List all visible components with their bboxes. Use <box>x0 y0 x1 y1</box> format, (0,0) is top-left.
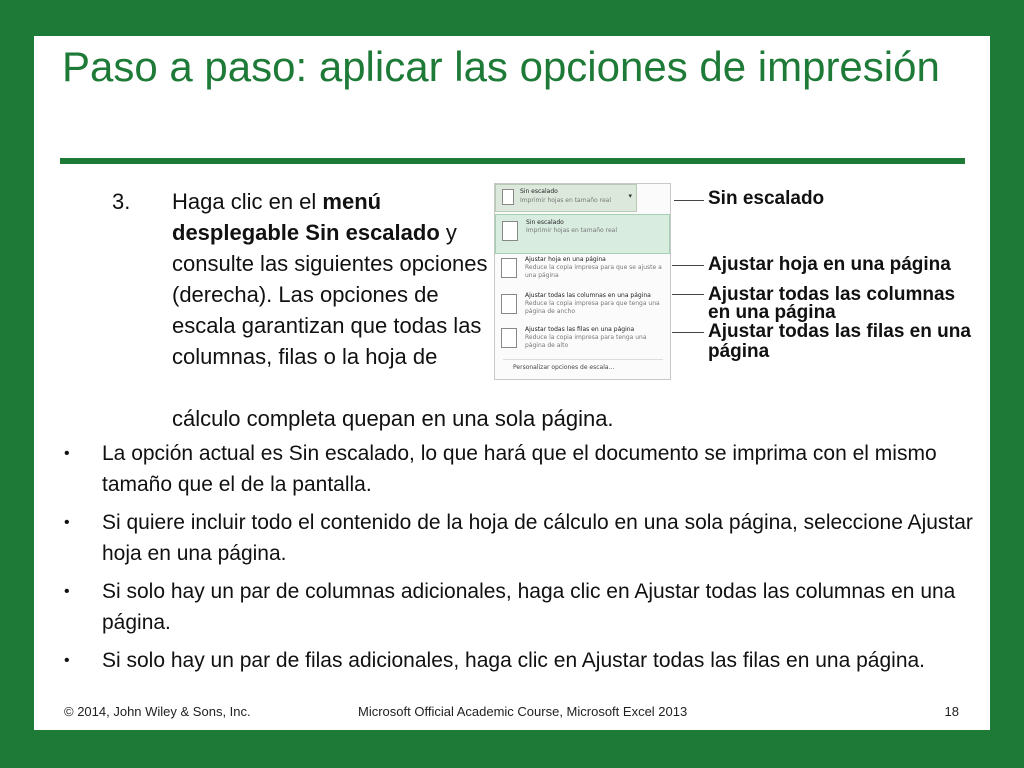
bullet-text: Si solo hay un par de columnas adicionales, haga clic en Ajustar todas las columnas en una página. <box>102 580 956 634</box>
bullet-list <box>64 438 974 683</box>
list-item <box>64 438 974 500</box>
dropdown-item-desc: Reduce la copia impresa para que se ajuste a una página <box>525 264 662 279</box>
list-item <box>64 645 974 676</box>
dropdown-item-title: Ajustar todas las columnas en una página <box>525 292 651 299</box>
dropdown-item-fit-rows <box>495 322 670 362</box>
bullet-text: La opción actual es Sin escalado, lo que hará que el documento se imprima con el mismo tamaño que el de la pantalla. <box>102 442 937 496</box>
dropdown-header-desc: Imprimir hojas en tamaño real <box>520 197 611 204</box>
dropdown-item-no-scaling <box>495 214 670 254</box>
dropdown-item-desc: Reduce la copia impresa para que tenga una página de ancho <box>525 300 660 315</box>
callout-fit-columns-2: en una página <box>708 302 836 323</box>
dropdown-item-desc: Imprimir hojas en tamaño real <box>526 227 617 234</box>
fit-columns-icon <box>501 294 517 314</box>
list-item <box>64 576 974 638</box>
slide <box>34 36 990 730</box>
page-number: 18 <box>944 704 959 719</box>
bullet-text: Si solo hay un par de filas adicionales, haga clic en Ajustar todas las filas en una página. <box>102 649 926 672</box>
step-text-1: Haga clic en el <box>172 189 323 214</box>
step-text <box>172 186 492 372</box>
bullet-text: Si quiere incluir todo el contenido de la hoja de cálculo en una sola página, seleccione Ajustar hoja en una página. <box>102 511 973 565</box>
step-tail: cálculo completa quepan en una sola página. <box>172 406 614 431</box>
dropdown-item-fit-sheet <box>495 252 670 292</box>
callout-fit-rows-1: Ajustar todas las filas en una <box>708 321 971 342</box>
callout-leader <box>672 265 704 266</box>
callout-fit-columns-1: Ajustar todas las columnas <box>708 284 956 305</box>
callout-no-scaling: Sin escalado <box>708 188 825 209</box>
slide-title: Paso a paso: aplicar las opciones de impresión <box>62 43 940 90</box>
title-divider <box>60 158 965 164</box>
step-text-2: y consulte las siguientes opciones (derecha). Las opciones de escala garantizan que todas las columnas, filas o la hoja de <box>172 220 488 369</box>
dropdown-custom-scaling: Personalizar opciones de escala... <box>513 364 615 371</box>
page-icon <box>502 221 518 241</box>
dropdown-item-title: Ajustar hoja en una página <box>525 256 606 263</box>
fit-sheet-icon <box>501 258 517 278</box>
footer-course: Microsoft Official Academic Course, Microsoft Excel 2013 <box>358 704 688 719</box>
bullet-icon: • <box>64 514 70 531</box>
callout-leader <box>672 294 704 295</box>
dropdown-header-title: Sin escalado <box>520 188 558 195</box>
callout-fit-rows-2: página <box>708 341 770 362</box>
scaling-dropdown-button <box>495 184 637 212</box>
scaling-dropdown-image <box>494 183 671 380</box>
callout-leader <box>672 332 704 333</box>
callout-leader <box>674 200 704 201</box>
chevron-down-icon: ▾ <box>628 192 632 200</box>
dropdown-item-title: Sin escalado <box>526 219 564 226</box>
page-icon <box>502 189 514 205</box>
footer-copyright: © 2014, John Wiley & Sons, Inc. <box>64 704 251 719</box>
step-bold: menú desplegable Sin escalado <box>172 189 440 245</box>
dropdown-item-title: Ajustar todas las filas en una página <box>525 326 635 333</box>
bullet-icon: • <box>64 445 70 462</box>
list-item <box>64 507 974 569</box>
dropdown-item-desc: Reduce la copia impresa para tenga una página de alto <box>525 334 647 349</box>
bullet-icon: • <box>64 652 70 669</box>
bullet-icon: • <box>64 583 70 600</box>
dropdown-separator <box>503 359 663 360</box>
fit-rows-icon <box>501 328 517 348</box>
footer <box>64 704 984 724</box>
callout-fit-sheet: Ajustar hoja en una página <box>708 254 951 275</box>
step-number: 3. <box>112 189 131 214</box>
